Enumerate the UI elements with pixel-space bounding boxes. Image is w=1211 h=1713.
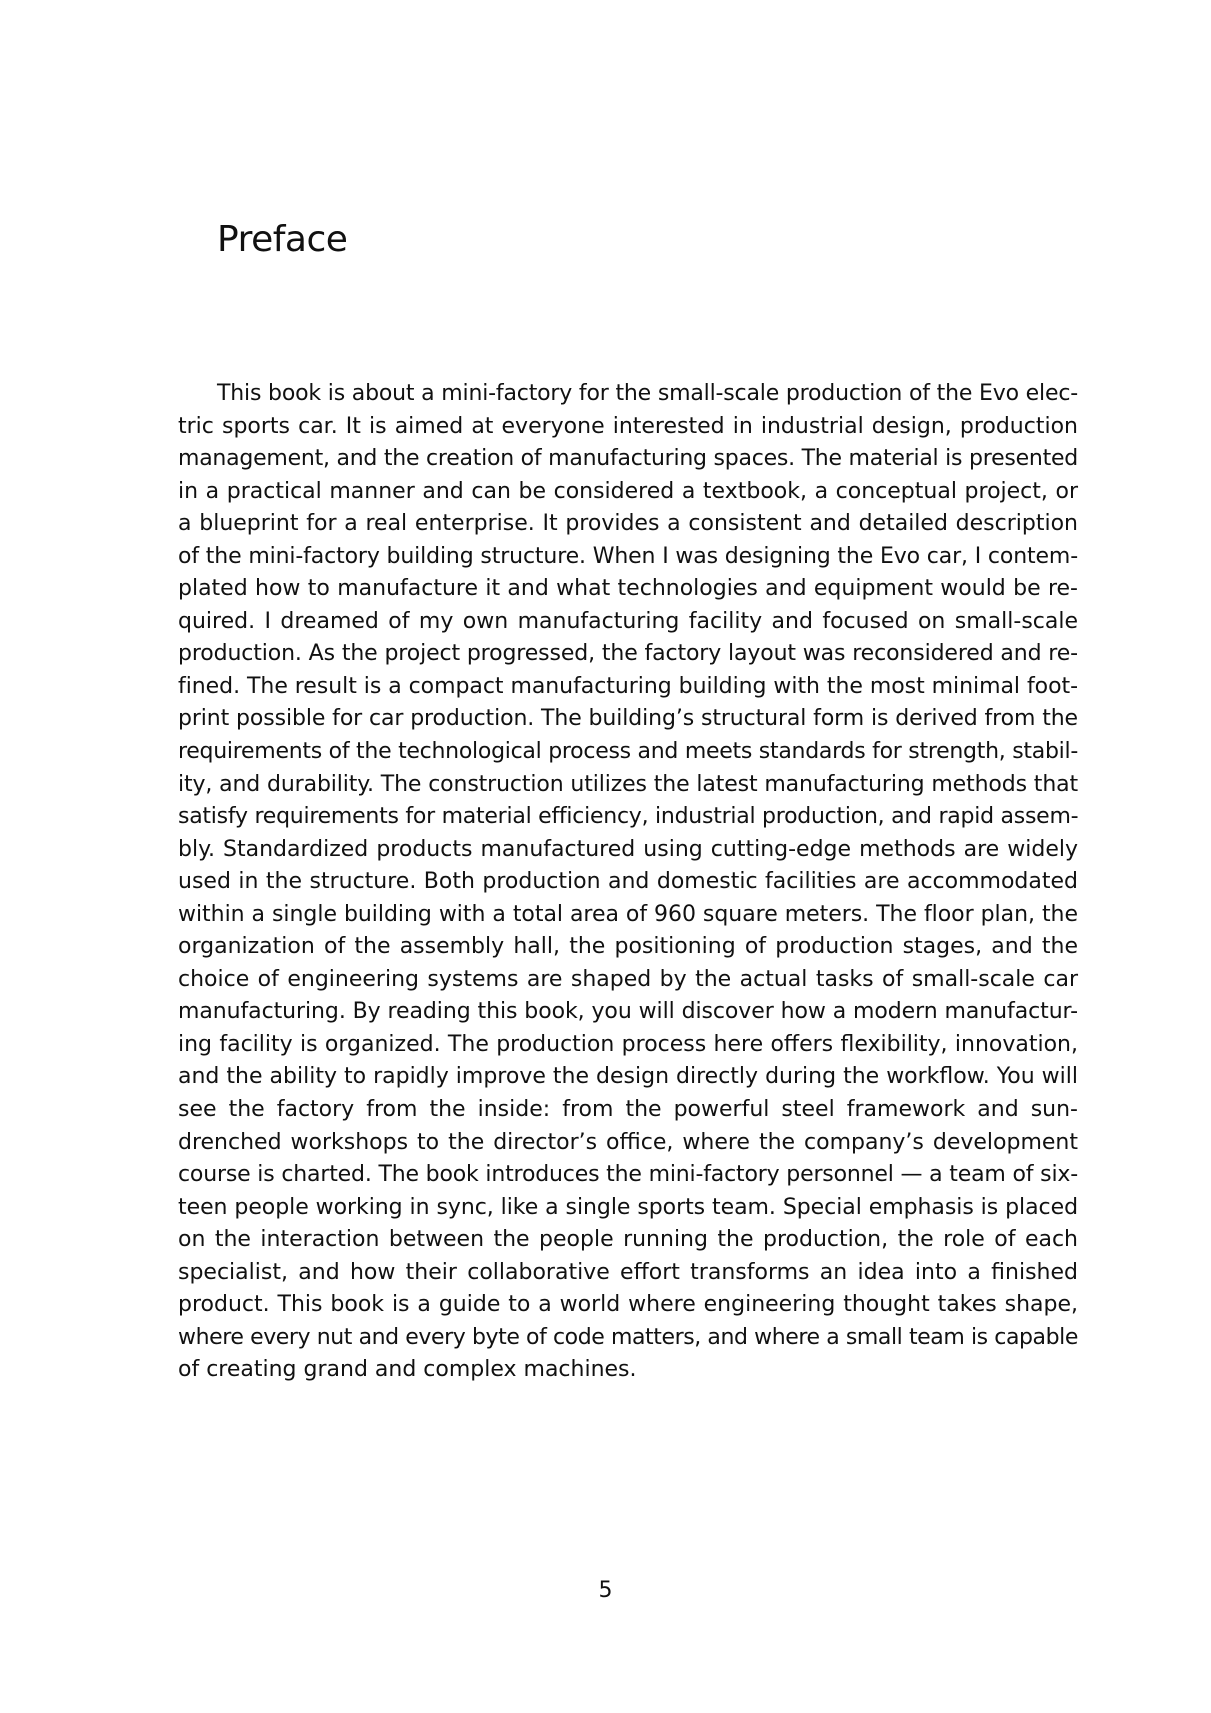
paragraph-line: bly. Standardized products manufactured using cutting-edge methods are widely bbox=[178, 836, 1078, 862]
paragraph-line: used in the structure. Both production and domestic facilities are accommodated bbox=[178, 869, 1078, 895]
paragraph-line: management, and the creation of manufacturing spaces. The material is presented bbox=[178, 446, 1078, 472]
paragraph-line: tric sports car. It is aimed at everyone interested in industrial design, production bbox=[178, 413, 1078, 439]
paragraph-line: ing facility is organized. The production process here offers flexibility, innovation, bbox=[178, 1031, 1078, 1057]
paragraph-line: see the factory from the inside: from the powerful steel framework and sun- bbox=[178, 1097, 1078, 1123]
page-title: Preface bbox=[217, 219, 348, 260]
paragraph-line: satisfy requirements for material efficiency, industrial production, and rapid assem- bbox=[178, 804, 1079, 830]
paragraph-line: a blueprint for a real enterprise. It provides a consistent and detailed description bbox=[178, 511, 1078, 537]
paragraph-line: choice of engineering systems are shaped by the actual tasks of small-scale car bbox=[178, 966, 1078, 992]
paragraph-line: of creating grand and complex machines. bbox=[178, 1357, 637, 1383]
paragraph-line: ity, and durability. The construction utilizes the latest manufacturing methods that bbox=[178, 771, 1078, 797]
paragraph-line: This book is about a mini-factory for the small-scale production of the Evo elec- bbox=[217, 381, 1078, 406]
paragraph-line: manufacturing. By reading this book, you will discover how a modern manufactur- bbox=[178, 999, 1078, 1025]
paragraph-line: organization of the assembly hall, the positioning of production stages, and the bbox=[178, 934, 1078, 960]
paragraph-line: on the interaction between the people running the production, the role of each bbox=[178, 1227, 1078, 1253]
preface-paragraph bbox=[178, 378, 1078, 1387]
paragraph-line: course is charted. The book introduces the mini-factory personnel — a team of six- bbox=[178, 1162, 1078, 1188]
page-number: 5 bbox=[598, 1578, 613, 1603]
paragraph-line: teen people working in sync, like a single sports team. Special emphasis is placed bbox=[178, 1194, 1078, 1220]
paragraph-line: requirements of the technological process and meets standards for strength, stabil- bbox=[178, 739, 1078, 765]
paragraph-line: fined. The result is a compact manufacturing building with the most minimal foot- bbox=[178, 673, 1078, 699]
paragraph-line: product. This book is a guide to a world where engineering thought takes shape, bbox=[178, 1292, 1078, 1318]
paragraph-line: in a practical manner and can be considered a textbook, a conceptual project, or bbox=[178, 478, 1078, 504]
paragraph-line: within a single building with a total area of 960 square meters. The floor plan, the bbox=[178, 901, 1078, 927]
paragraph-line: production. As the project progressed, the factory layout was reconsidered and re- bbox=[178, 641, 1078, 667]
paragraph-line: and the ability to rapidly improve the design directly during the workflow. You will bbox=[178, 1064, 1078, 1090]
paragraph-line: quired. I dreamed of my own manufacturing facility and focused on small-scale bbox=[178, 608, 1078, 634]
paragraph-line: plated how to manufacture it and what technologies and equipment would be re- bbox=[178, 576, 1078, 602]
paragraph-line: print possible for car production. The building’s structural form is derived from the bbox=[178, 706, 1078, 732]
paragraph-line: specialist, and how their collaborative effort transforms an idea into a finished bbox=[178, 1259, 1078, 1285]
paragraph-line: of the mini-factory building structure. When I was designing the Evo car, I contem- bbox=[178, 543, 1078, 569]
paragraph-line: drenched workshops to the director’s office, where the company’s development bbox=[178, 1129, 1078, 1155]
paragraph-line: where every nut and every byte of code matters, and where a small team is capable bbox=[178, 1324, 1078, 1350]
